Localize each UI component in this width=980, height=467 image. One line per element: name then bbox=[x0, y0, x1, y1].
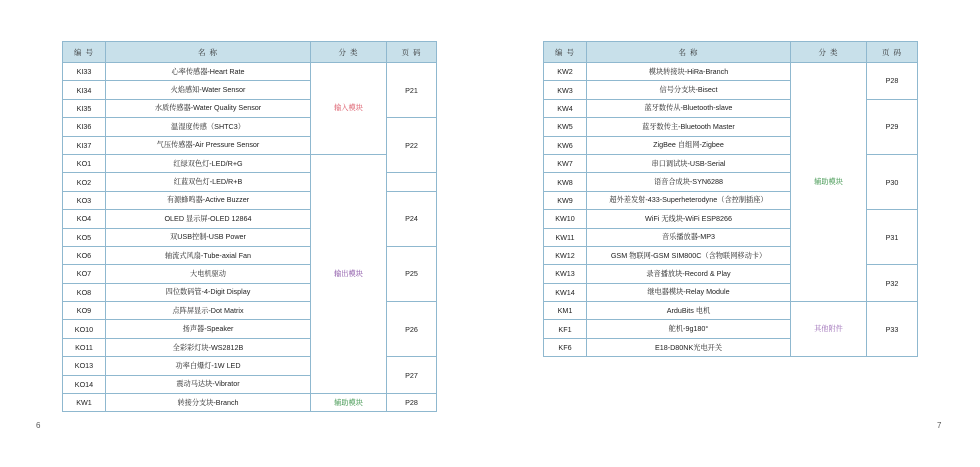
item-code: KO5 bbox=[63, 228, 106, 246]
item-code: KO3 bbox=[63, 191, 106, 209]
table-header-row bbox=[544, 42, 918, 63]
item-code: KI37 bbox=[63, 136, 106, 154]
item-name: 信号分支块-Bisect bbox=[587, 81, 791, 99]
category-cell: 辅助模块 bbox=[791, 63, 867, 302]
page-cell: P30 bbox=[867, 154, 918, 209]
item-code: KO7 bbox=[63, 265, 106, 283]
item-name: 水质传感器-Water Quality Sensor bbox=[106, 99, 311, 117]
item-code: KW12 bbox=[544, 246, 587, 264]
header-code: 编 号 bbox=[544, 42, 587, 63]
page-cell: P25 bbox=[387, 246, 437, 301]
item-name: E18-D80NK光电开关 bbox=[587, 338, 791, 356]
table-header-row bbox=[63, 42, 437, 63]
item-name: 气压传感器-Air Pressure Sensor bbox=[106, 136, 311, 154]
header-name: 名 称 bbox=[106, 42, 311, 63]
table-row bbox=[544, 302, 918, 320]
header-page: 页 码 bbox=[867, 42, 918, 63]
item-code: KO14 bbox=[63, 375, 106, 393]
item-name: 转接分支块-Branch bbox=[106, 394, 311, 412]
page-cell: P28 bbox=[867, 63, 918, 100]
page-cell: P28 bbox=[387, 394, 437, 412]
page-cell: P33 bbox=[867, 302, 918, 357]
page-cell: P31 bbox=[867, 210, 918, 265]
item-name: 有源蜂鸣器-Active Buzzer bbox=[106, 191, 311, 209]
item-name: 语音合成块-SYN6288 bbox=[587, 173, 791, 191]
item-name: 四位数码管-4-Digit Display bbox=[106, 283, 311, 301]
item-name: 火焰感知-Water Sensor bbox=[106, 81, 311, 99]
item-name: 超外差发射-433-Superheterodyne（含控制插座） bbox=[587, 191, 791, 209]
item-code: KW2 bbox=[544, 63, 587, 81]
item-name: 心率传感器-Heart Rate bbox=[106, 63, 311, 81]
right-catalog-table bbox=[543, 41, 918, 357]
item-code: KW13 bbox=[544, 265, 587, 283]
item-name: 震动马达块-Vibrator bbox=[106, 375, 311, 393]
item-code: KW3 bbox=[544, 81, 587, 99]
item-name: 继电器模块-Relay Module bbox=[587, 283, 791, 301]
category-cell: 输入模块 bbox=[311, 63, 387, 155]
header-code: 编 号 bbox=[63, 42, 106, 63]
item-code: KF1 bbox=[544, 320, 587, 338]
page-number-right: 7 bbox=[937, 421, 942, 430]
item-code: KO11 bbox=[63, 338, 106, 356]
category-cell: 辅助模块 bbox=[311, 394, 387, 412]
item-code: KW10 bbox=[544, 210, 587, 228]
page-cell: P21 bbox=[387, 63, 437, 118]
item-code: KW9 bbox=[544, 191, 587, 209]
page-cell: P27 bbox=[387, 357, 437, 394]
item-name: 红绿双色灯-LED/R+G bbox=[106, 154, 311, 172]
item-code: KI36 bbox=[63, 118, 106, 136]
item-code: KW11 bbox=[544, 228, 587, 246]
page-number-left: 6 bbox=[36, 421, 41, 430]
item-name: 模块转接块-HiRa-Branch bbox=[587, 63, 791, 81]
item-name: OLED 显示屏-OLED 12864 bbox=[106, 210, 311, 228]
header-category: 分 类 bbox=[311, 42, 387, 63]
page-cell: P22 bbox=[387, 118, 437, 173]
item-name: 点阵屏显示-Dot Matrix bbox=[106, 302, 311, 320]
item-name: 音乐播放器-MP3 bbox=[587, 228, 791, 246]
item-name: 轴流式风扇-Tube-axial Fan bbox=[106, 246, 311, 264]
item-code: KW8 bbox=[544, 173, 587, 191]
table-row bbox=[63, 63, 437, 81]
item-name: 舵机-9g180° bbox=[587, 320, 791, 338]
page-cell: P29 bbox=[867, 99, 918, 154]
item-code: KW14 bbox=[544, 283, 587, 301]
item-code: KO6 bbox=[63, 246, 106, 264]
item-code: KO2 bbox=[63, 173, 106, 191]
item-name: 扬声器-Speaker bbox=[106, 320, 311, 338]
table-row bbox=[63, 394, 437, 412]
item-code: KO13 bbox=[63, 357, 106, 375]
item-name: 功率白爆灯-1W LED bbox=[106, 357, 311, 375]
item-name: 串口调试块-USB-Serial bbox=[587, 154, 791, 172]
page-cell: P26 bbox=[387, 302, 437, 357]
table-row bbox=[63, 154, 437, 172]
item-code: KI34 bbox=[63, 81, 106, 99]
page-cell: P24 bbox=[387, 191, 437, 246]
item-code: KO4 bbox=[63, 210, 106, 228]
item-code: KW7 bbox=[544, 154, 587, 172]
item-name: 录音播放块-Record & Play bbox=[587, 265, 791, 283]
header-name: 名 称 bbox=[587, 42, 791, 63]
item-code: KO9 bbox=[63, 302, 106, 320]
item-code: KW1 bbox=[63, 394, 106, 412]
item-name: 红蓝双色灯-LED/R+B bbox=[106, 173, 311, 191]
item-code: KO8 bbox=[63, 283, 106, 301]
header-page: 页 码 bbox=[387, 42, 437, 63]
item-name: 大电机驱动 bbox=[106, 265, 311, 283]
table-row bbox=[544, 63, 918, 81]
item-code: KO10 bbox=[63, 320, 106, 338]
page-cell: P32 bbox=[867, 265, 918, 302]
item-name: 全彩彩灯块-WS2812B bbox=[106, 338, 311, 356]
item-name: ArduBits 电机 bbox=[587, 302, 791, 320]
item-code: KW4 bbox=[544, 99, 587, 117]
item-name: 蓝牙数传从-Bluetooth-slave bbox=[587, 99, 791, 117]
category-cell: 输出模块 bbox=[311, 154, 387, 393]
item-code: KW6 bbox=[544, 136, 587, 154]
item-name: 蓝牙数传主-Bluetooth Master bbox=[587, 118, 791, 136]
item-code: KI35 bbox=[63, 99, 106, 117]
item-name: ZigBee 自组网-Zigbee bbox=[587, 136, 791, 154]
item-code: KO1 bbox=[63, 154, 106, 172]
item-code: KF6 bbox=[544, 338, 587, 356]
item-name: GSM 物联网-GSM SIM800C（含物联网移动卡） bbox=[587, 246, 791, 264]
item-name: 双USB控制-USB Power bbox=[106, 228, 311, 246]
item-code: KM1 bbox=[544, 302, 587, 320]
item-name: 温湿度传感（SHTC3） bbox=[106, 118, 311, 136]
category-cell: 其他附件 bbox=[791, 302, 867, 357]
item-code: KW5 bbox=[544, 118, 587, 136]
item-name: WiFi 无线块-WiFi ESP8266 bbox=[587, 210, 791, 228]
left-catalog-table bbox=[62, 41, 437, 412]
header-category: 分 类 bbox=[791, 42, 867, 63]
item-code: KI33 bbox=[63, 63, 106, 81]
